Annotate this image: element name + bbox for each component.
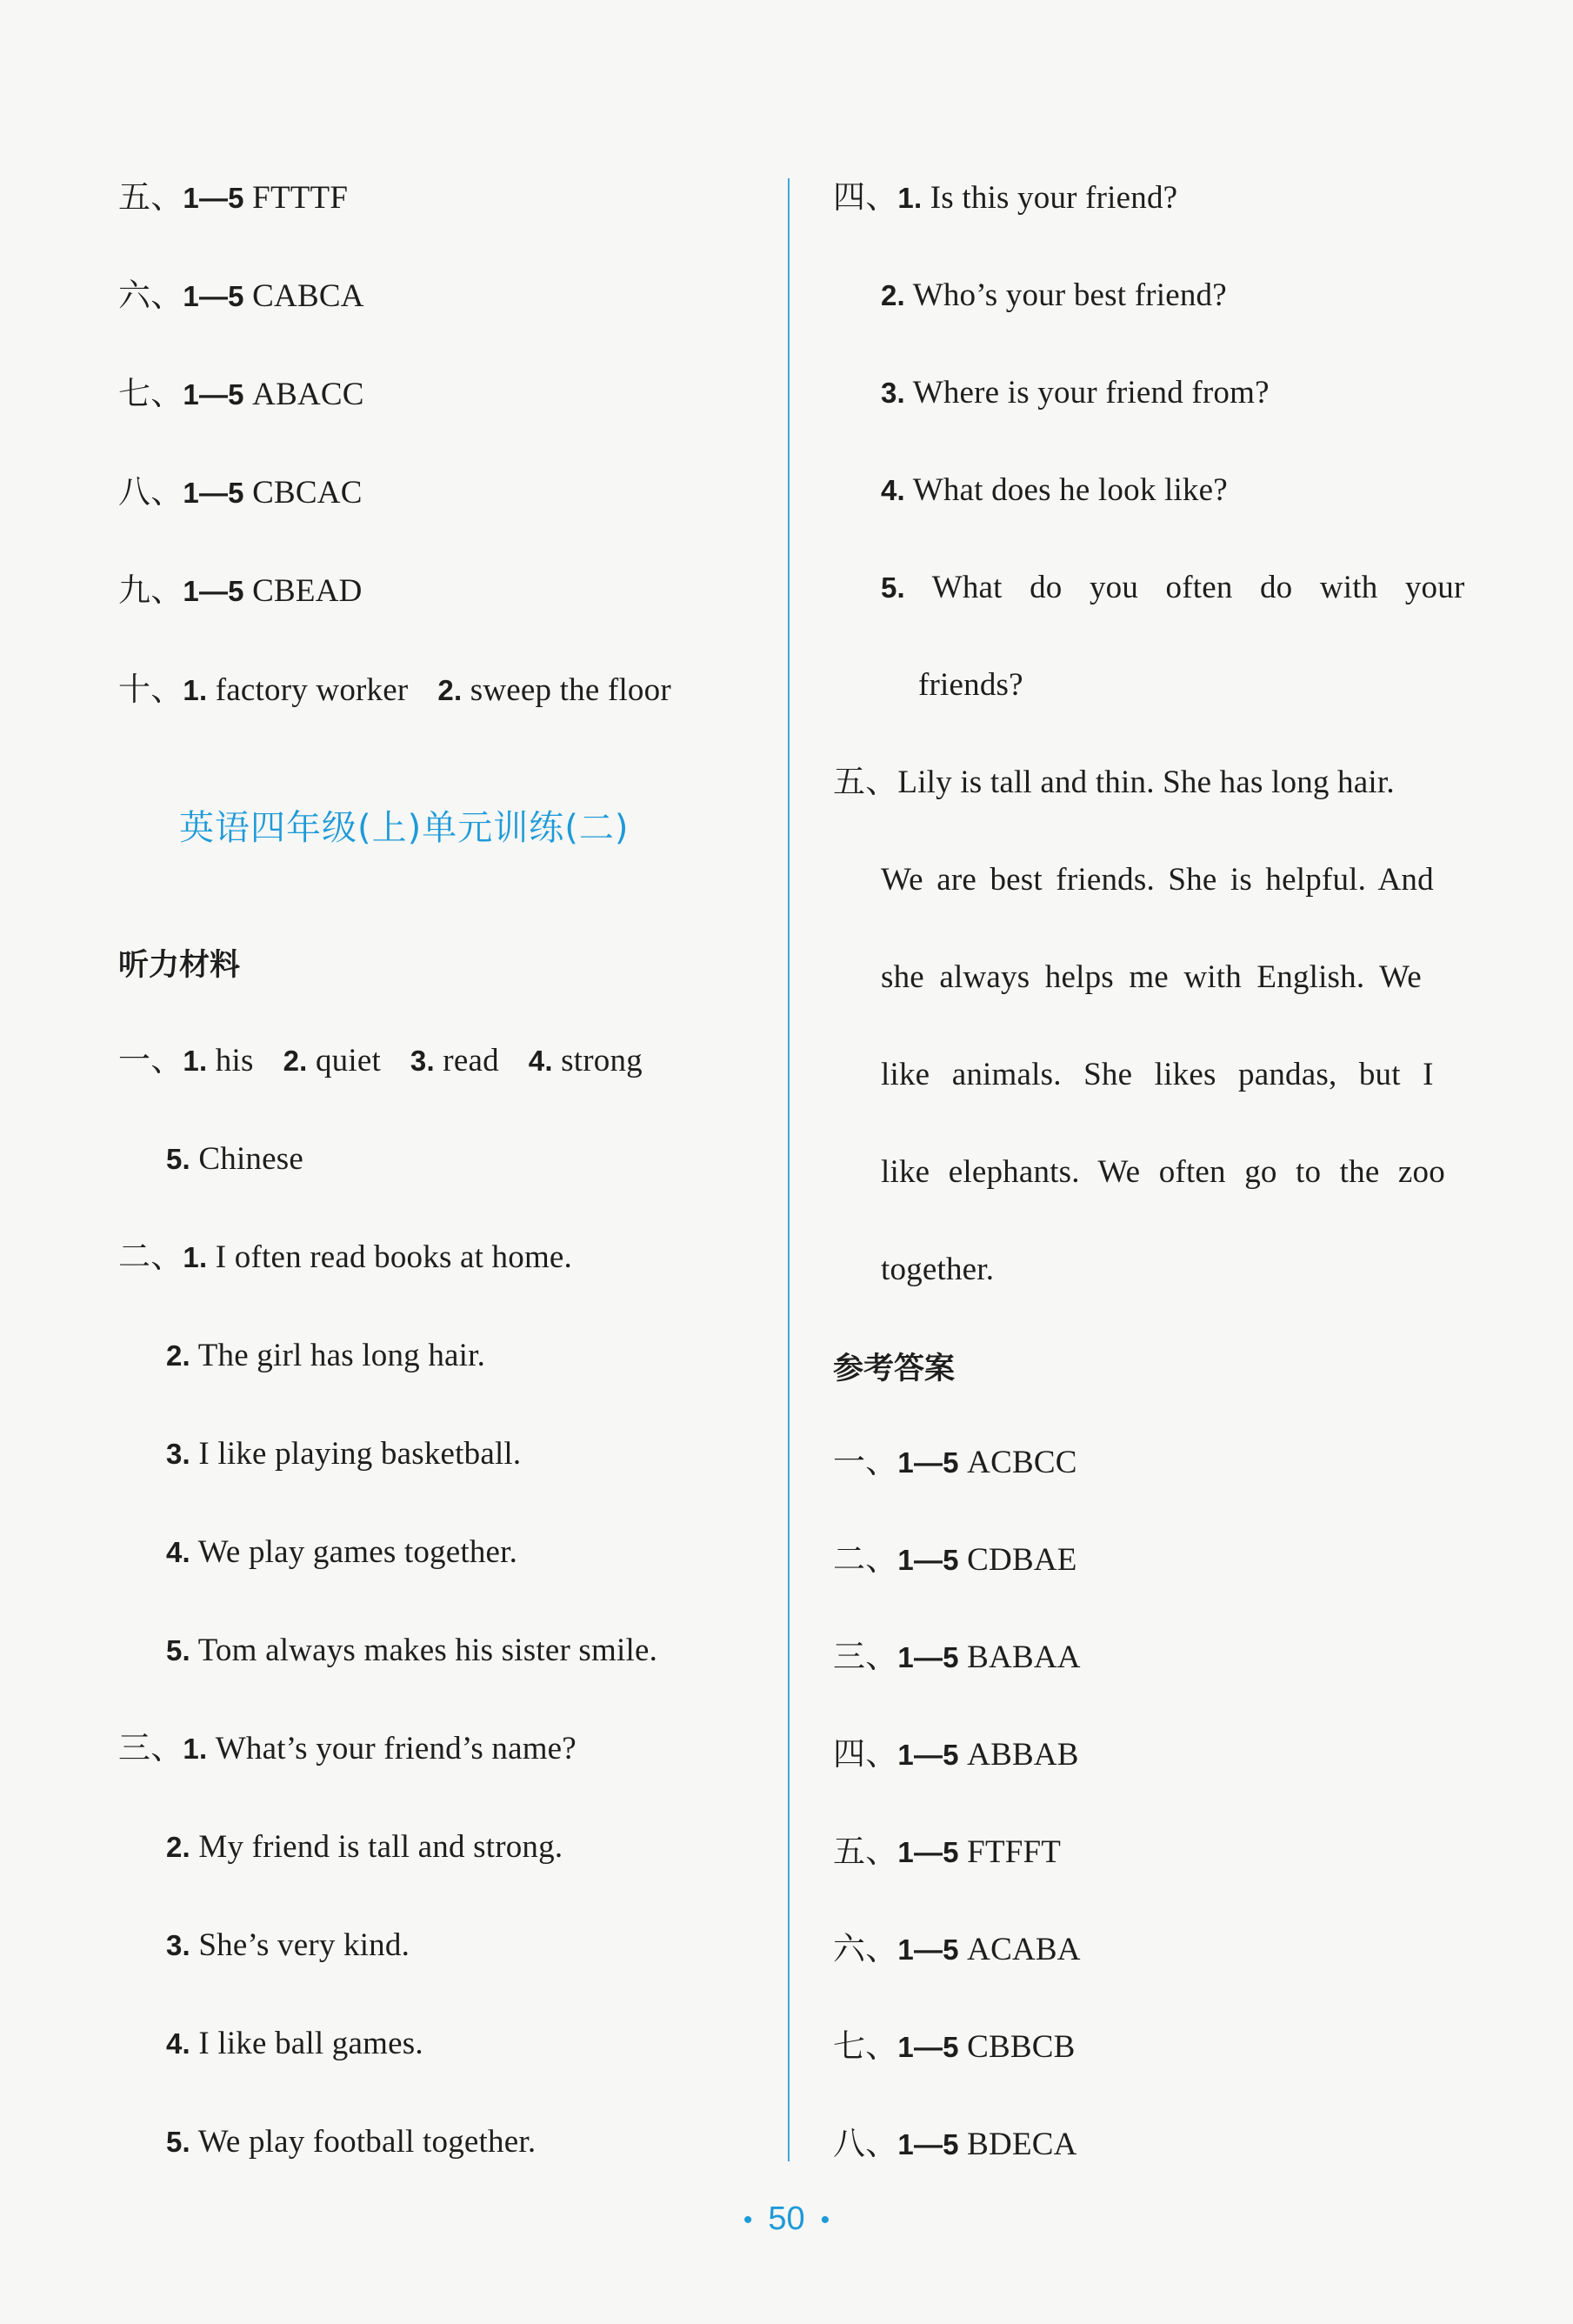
- part-two-item: 3. I like playing basketball.: [166, 1436, 522, 1472]
- part-four-item: 四、1. Is this your friend?: [833, 180, 1178, 216]
- part-three-item: 三、1. What’s your friend’s name?: [118, 1731, 577, 1766]
- answer-line: 八、1—5 BDECA: [833, 2127, 1077, 2162]
- answer-line: 五、1—5 FTFFT: [833, 1834, 1062, 1870]
- part-four-item: 2. Who’s your best friend?: [881, 277, 1227, 313]
- part-two-item: 5. Tom always makes his sister smile.: [166, 1633, 658, 1668]
- part-five-line: together.: [881, 1252, 995, 1287]
- answer-heading: 参考答案: [833, 1352, 956, 1386]
- unit-title: 英语四年级(上)单元训练(二): [179, 808, 630, 848]
- answer-line-9: 九、1—5 CBEAD: [118, 573, 363, 609]
- part-one-line: 5. Chinese: [166, 1141, 303, 1177]
- part-four-item: 5. What do you often do with your: [881, 570, 1465, 605]
- part-three-item: 3. She’s very kind.: [166, 1927, 410, 1963]
- part-three-item: 4. I like ball games.: [166, 2026, 423, 2061]
- part-three-item: 2. My friend is tall and strong.: [166, 1829, 563, 1865]
- part-two-item: 2. The girl has long hair.: [166, 1338, 486, 1373]
- bullet-dot: •: [820, 2205, 830, 2234]
- answer-line: 二、1—5 CDBAE: [833, 1542, 1077, 1578]
- page-number: • 50 •: [743, 2200, 830, 2237]
- part-five-line: like elephants. We often go to the zoo: [881, 1154, 1445, 1190]
- part-three-item: 5. We play football together.: [166, 2124, 537, 2160]
- answer-line: 七、1—5 CBBCB: [833, 2029, 1076, 2065]
- answer-line-7: 七、1—5 ABACC: [118, 377, 364, 412]
- part-four-item: 4. What does he look like?: [881, 472, 1228, 508]
- part-one-line: 一、1. his 2. quiet 3. read 4. strong: [118, 1043, 643, 1079]
- part-four-item: friends?: [918, 667, 1023, 703]
- answer-line: 一、1—5 ACBCC: [833, 1445, 1077, 1480]
- part-five-line: she always helps me with English. We: [881, 959, 1422, 995]
- answer-line: 六、1—5 ACABA: [833, 1932, 1081, 1967]
- part-five-line: We are best friends. She is helpful. And: [881, 862, 1434, 898]
- bullet-dot: •: [743, 2205, 753, 2234]
- listening-heading: 听力材料: [118, 948, 241, 983]
- part-two-item: 4. We play games together.: [166, 1534, 518, 1570]
- part-five-line: like animals. She likes pandas, but I: [881, 1057, 1434, 1092]
- part-four-item: 3. Where is your friend from?: [881, 375, 1270, 411]
- answer-line: 四、1—5 ABBAB: [833, 1737, 1079, 1773]
- answer-line-8: 八、1—5 CBCAC: [118, 475, 363, 511]
- part-two-item: 二、1. I often read books at home.: [118, 1239, 572, 1275]
- part-five-line: 五、Lily is tall and thin. She has long hair.: [833, 765, 1395, 800]
- answer-line-5: 五、1—5 FTTTF: [118, 180, 349, 216]
- answer-line-10: 十、1. factory worker 2. sweep the floor: [118, 672, 671, 708]
- column-divider: [788, 178, 790, 2161]
- answer-line: 三、1—5 BABAA: [833, 1639, 1081, 1675]
- answer-line-6: 六、1—5 CABCA: [118, 278, 364, 314]
